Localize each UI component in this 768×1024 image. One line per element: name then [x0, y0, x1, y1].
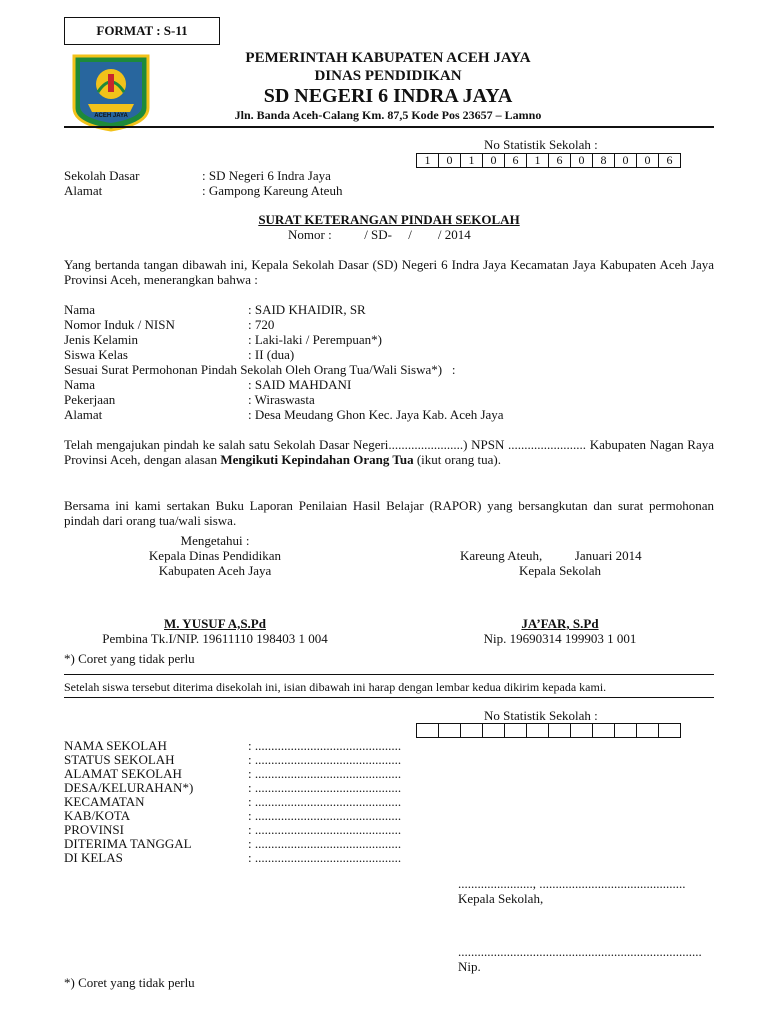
- transfer-text-end: (ikut orang tua).: [413, 452, 501, 467]
- parent-intro: Sesuai Surat Permohonan Pindah Sekolah Oleh Orang Tua/Wali Siswa*) :: [64, 362, 456, 377]
- receipt-stat-label: No Statistik Sekolah :: [484, 708, 598, 723]
- stat-digit: 6: [549, 154, 571, 168]
- sign-right-title: Kepala Sekolah: [519, 563, 601, 578]
- student-class-value: : II (dua): [248, 347, 295, 362]
- receipt-stat-box[interactable]: [461, 724, 483, 738]
- letter-number: Nomor : / SD- / / 2014: [288, 227, 471, 242]
- stat-number-boxes: [416, 153, 681, 168]
- receipt-field-label: KAB/KOTA: [64, 808, 131, 823]
- school-address-value: : Gampong Kareung Ateuh: [202, 183, 343, 198]
- receipt-field-value[interactable]: : .............................................: [248, 738, 402, 753]
- emblem-caption: ACEH JAYA: [94, 113, 128, 119]
- sign-left-name: M. YUSUF A,S.Pd: [164, 616, 266, 631]
- aceh-jaya-emblem: [70, 52, 152, 132]
- receipt-field-value[interactable]: : .............................................: [248, 780, 402, 795]
- footnote-strike-bottom: *) Coret yang tidak perlu: [64, 975, 195, 990]
- letter-intro: Yang bertanda tangan dibawah ini, Kepala Sekolah Dasar (SD) Negeri 6 Indra Jaya Kecamatan Jaya Kabupaten Aceh Jaya Provinsi Aceh, menerangkan bahwa :: [64, 257, 714, 287]
- header-rule: [64, 126, 714, 128]
- receipt-field-label: DI KELAS: [64, 850, 123, 865]
- student-name-label: Nama: [64, 302, 96, 317]
- sign-left-title: Kepala Dinas Pendidikan: [148, 548, 282, 563]
- parent-name-value: : SAID MAHDANI: [248, 377, 352, 392]
- receipt-stat-box[interactable]: [439, 724, 461, 738]
- stat-digit: 1: [417, 154, 439, 168]
- sign-left-nip: Pembina Tk.I/NIP. 19611110 198403 1 004: [102, 631, 328, 646]
- receipt-field-value[interactable]: : .............................................: [248, 794, 402, 809]
- student-class-label: Siswa Kelas: [64, 347, 128, 362]
- stat-digit: 6: [505, 154, 527, 168]
- receipt-field-value[interactable]: : .............................................: [248, 836, 402, 851]
- stat-digit: 6: [659, 154, 681, 168]
- stat-digit: 0: [439, 154, 461, 168]
- receipt-date-line[interactable]: ......................., .............................................: [458, 876, 686, 891]
- receipt-stat-box[interactable]: [417, 724, 439, 738]
- receipt-field-value[interactable]: : .............................................: [248, 808, 402, 823]
- format-label: FORMAT : S-11: [64, 17, 220, 45]
- receipt-field-label: STATUS SEKOLAH: [64, 752, 175, 767]
- header-school-name: SD NEGERI 6 INDRA JAYA: [263, 85, 513, 107]
- receipt-stat-box[interactable]: [571, 724, 593, 738]
- stat-digit: 1: [461, 154, 483, 168]
- transfer-paragraph: [64, 437, 714, 467]
- receipt-field-label: DITERIMA TANGGAL: [64, 836, 192, 851]
- stat-digit: 0: [571, 154, 593, 168]
- receipt-field-label: NAMA SEKOLAH: [64, 738, 167, 753]
- parent-address-value: : Desa Meudang Ghon Kec. Jaya Kab. Aceh Jaya: [248, 407, 504, 422]
- receipt-sign-line[interactable]: ...........................................................................: [458, 944, 702, 959]
- student-nisn-value: : 720: [248, 317, 275, 332]
- student-gender-label: Jenis Kelamin: [64, 332, 139, 347]
- parent-name-label: Nama: [64, 377, 96, 392]
- student-nisn-label: Nomor Induk / NISN: [64, 317, 175, 332]
- receipt-stat-box[interactable]: [505, 724, 527, 738]
- parent-job-label: Pekerjaan: [64, 392, 116, 407]
- receipt-field-label: KECAMATAN: [64, 794, 145, 809]
- letter-title: SURAT KETERANGAN PINDAH SEKOLAH: [258, 212, 520, 227]
- receipt-instruction: Setelah siswa tersebut diterima disekolah ini, isian dibawah ini harap dengan lembar kedua dikirim kepada kami.: [64, 680, 607, 694]
- stat-digit: 8: [593, 154, 615, 168]
- divider-bottom: [64, 697, 714, 698]
- receipt-stat-box[interactable]: [615, 724, 637, 738]
- stat-digit: 0: [615, 154, 637, 168]
- receipt-field-label: PROVINSI: [64, 822, 124, 837]
- school-name-value: : SD Negeri 6 Indra Jaya: [202, 168, 331, 183]
- receipt-field-value[interactable]: : .............................................: [248, 766, 402, 781]
- receipt-field-value[interactable]: : .............................................: [248, 752, 402, 767]
- transfer-reason: Mengikuti Kepindahan Orang Tua: [220, 452, 414, 467]
- parent-job-value: : Wiraswasta: [248, 392, 315, 407]
- sign-right-place-date: Kareung Ateuh, Januari 2014: [460, 548, 642, 563]
- transfer-text: Telah mengajukan pindah ke salah satu Sekolah Dasar Negeri.......................) NPSN ........................ Kabupaten Nagan Raya Provinsi Aceh, dengan alasan: [64, 437, 714, 467]
- receipt-head-label: Kepala Sekolah,: [458, 891, 544, 906]
- school-name-label: Sekolah Dasar: [64, 168, 140, 183]
- sign-right-name: JA’FAR, S.Pd: [521, 616, 599, 631]
- stat-digit: 0: [637, 154, 659, 168]
- receipt-nip-label: Nip.: [458, 959, 481, 974]
- school-address-label: Alamat: [64, 183, 103, 198]
- receipt-stat-box[interactable]: [659, 724, 681, 738]
- header-department: DINAS PENDIDIKAN: [314, 68, 462, 84]
- stat-digit: 0: [483, 154, 505, 168]
- stat-number-label: No Statistik Sekolah :: [484, 137, 598, 152]
- student-name-value: : SAID KHAIDIR, SR: [248, 302, 366, 317]
- header-address: Jln. Banda Aceh-Calang Km. 87,5 Kode Pos 23657 – Lamno: [234, 108, 542, 122]
- receipt-field-label: ALAMAT SEKOLAH: [64, 766, 182, 781]
- receipt-field-value[interactable]: : .............................................: [248, 822, 402, 837]
- sign-right-nip: Nip. 19690314 199903 1 001: [483, 631, 637, 646]
- stat-digit: 1: [527, 154, 549, 168]
- receipt-stat-box[interactable]: [593, 724, 615, 738]
- receipt-stat-box[interactable]: [637, 724, 659, 738]
- parent-address-label: Alamat: [64, 407, 103, 422]
- header-government: PEMERINTAH KABUPATEN ACEH JAYA: [245, 50, 531, 66]
- receipt-field-value[interactable]: : .............................................: [248, 850, 402, 865]
- receipt-stat-box[interactable]: [527, 724, 549, 738]
- receipt-stat-box[interactable]: [549, 724, 571, 738]
- receipt-field-label: DESA/KELURAHAN*): [64, 780, 194, 795]
- sign-left-region: Kabupaten Aceh Jaya: [158, 563, 272, 578]
- divider-top: [64, 674, 714, 675]
- sign-left-acknowledge: Mengetahui :: [180, 533, 250, 548]
- receipt-stat-boxes: [416, 723, 681, 738]
- student-gender-value: : Laki-laki / Perempuan*): [248, 332, 382, 347]
- receipt-stat-box[interactable]: [483, 724, 505, 738]
- attachment-paragraph: Bersama ini kami sertakan Buku Laporan Penilaian Hasil Belajar (RAPOR) yang bersangkutan dan surat permohonan pindah dari orang tua/wali siswa.: [64, 498, 714, 528]
- footnote-strike: *) Coret yang tidak perlu: [64, 651, 195, 666]
